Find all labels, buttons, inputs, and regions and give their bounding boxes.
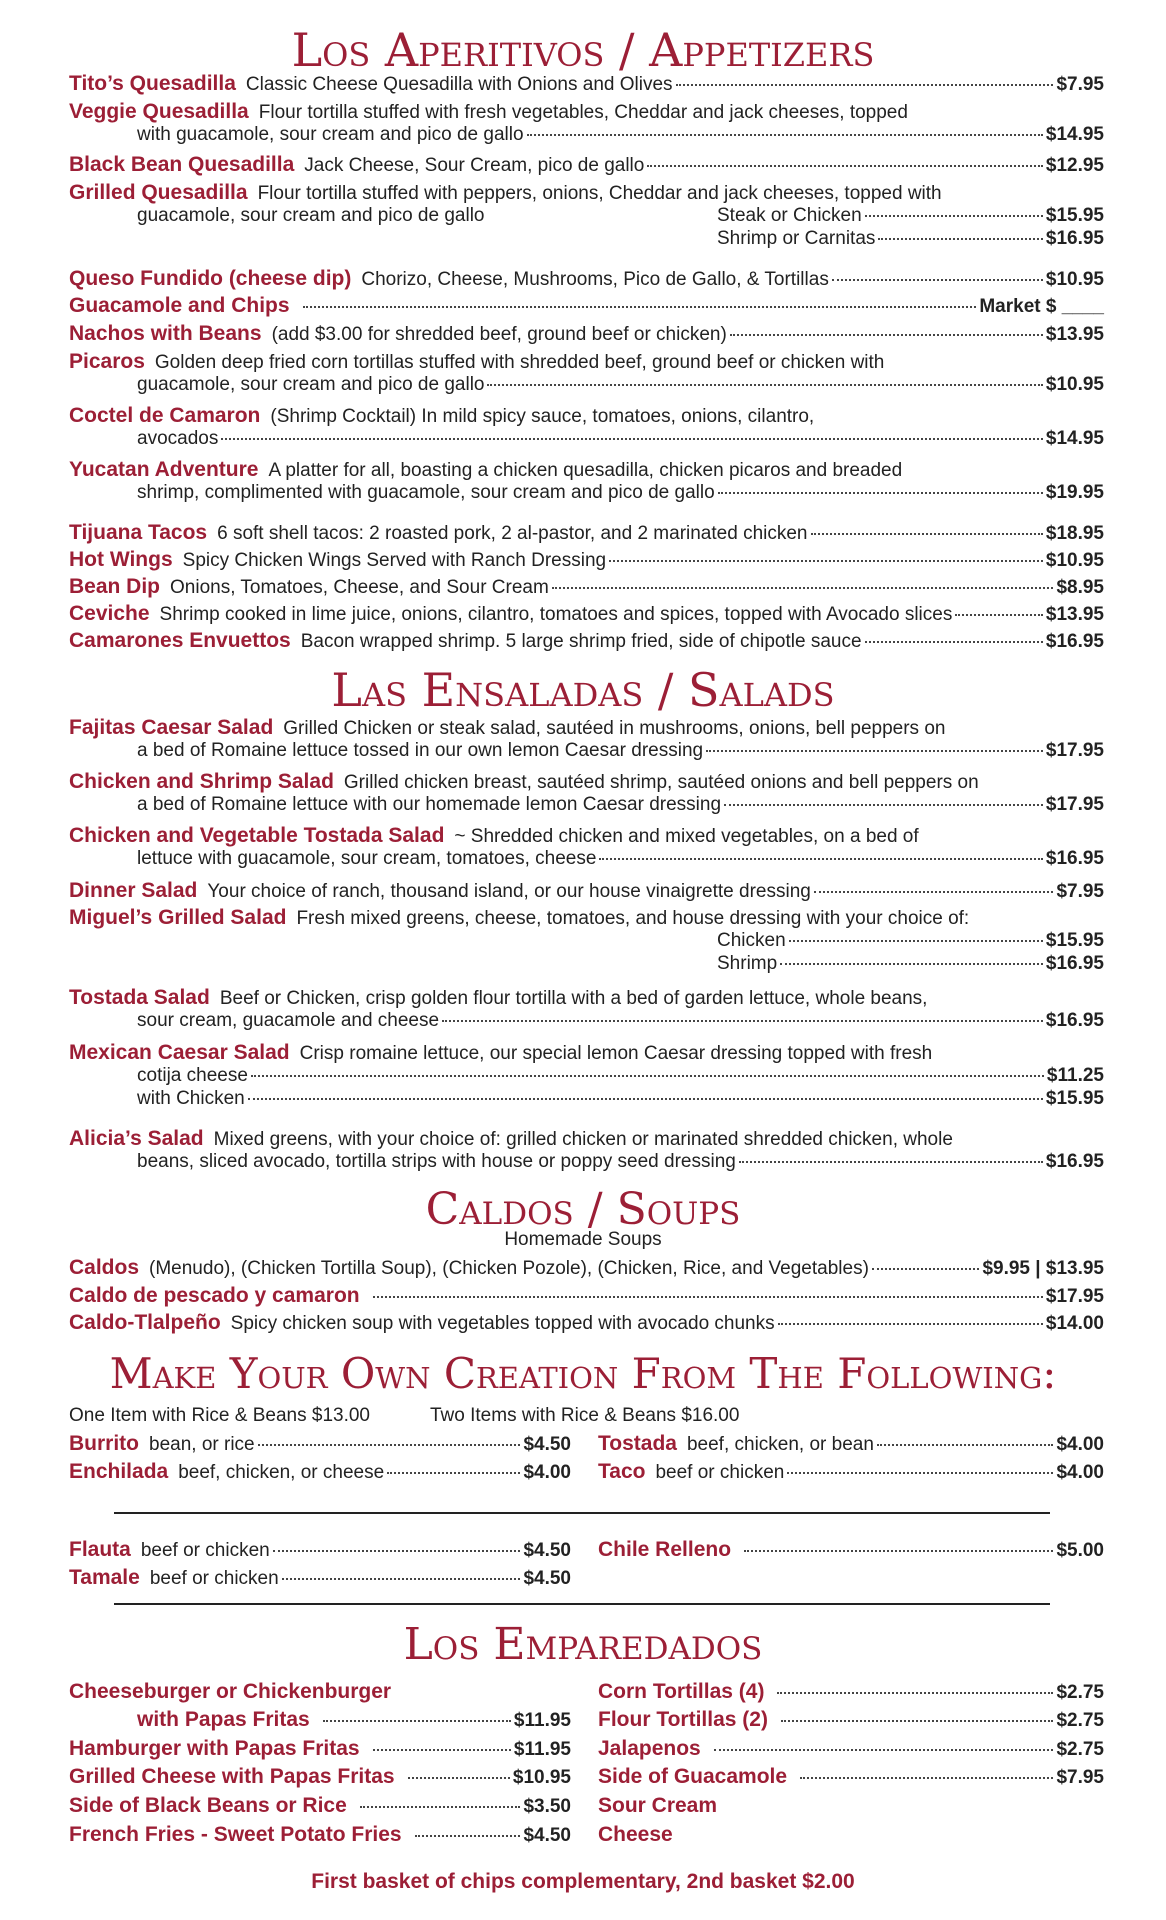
menu-line <box>69 824 1104 848</box>
menu-line <box>69 770 1104 794</box>
item-price: $3.50 <box>523 1796 571 1817</box>
menu-line <box>137 123 1104 147</box>
item-description: Chorizo, Cheese, Mushrooms, Pico de Gallo, & Tortillas <box>361 269 829 290</box>
menu-line <box>69 575 1104 599</box>
item-name: Cheeseburger or Chickenburger <box>69 1680 392 1703</box>
item-description: (Shrimp Cocktail) In mild spicy sauce, tomatoes, onions, cilantro, <box>270 406 815 427</box>
item-description: Spicy chicken soup with vegetables topped with avocado chunks <box>230 1313 775 1334</box>
item-name: Fajitas Caesar Salad <box>69 716 274 739</box>
item-description: a bed of Romaine lettuce tossed in our own lemon Caesar dressing <box>137 740 704 761</box>
dot-leader <box>408 1777 510 1779</box>
appetizers-heading: Los Aperitivos / Appetizers <box>291 23 875 77</box>
item-name: Chicken and Vegetable Tostada Salad <box>69 824 445 847</box>
dot-leader <box>778 1323 1043 1325</box>
item-name: Cheese <box>598 1823 673 1846</box>
item-description: Fresh mixed greens, cheese, tomatoes, and house dressing with your choice of: <box>296 908 970 929</box>
dot-leader <box>878 238 1042 240</box>
dot-leader <box>251 1075 1044 1077</box>
menu-line <box>69 1794 571 1818</box>
item-price: $14.00 <box>1045 1313 1104 1334</box>
item-name: Side of Black Beans or Rice <box>69 1794 347 1817</box>
item-name: with Papas Fritas <box>137 1708 310 1731</box>
soups-subtitle: Homemade Soups <box>504 1229 662 1250</box>
dot-leader <box>487 384 1042 386</box>
two-items-price: Two Items with Rice & Beans $16.00 <box>430 1405 740 1426</box>
item-name: Picaros <box>69 350 145 373</box>
item-price: $10.95 <box>1045 550 1104 571</box>
item-description: Spicy Chicken Wings Served with Ranch Dressing <box>182 550 607 571</box>
divider <box>114 1512 1050 1514</box>
dot-leader <box>777 1692 1053 1694</box>
menu-line <box>137 373 1104 397</box>
menu-line <box>137 847 1104 871</box>
menu-line <box>69 294 1104 318</box>
item-description: Grilled chicken breast, sautéed shrimp, sautéed onions and bell peppers on <box>343 772 979 793</box>
item-description: beef, chicken, or bean <box>686 1434 874 1455</box>
menu-line <box>137 739 1104 763</box>
option-label: Chicken <box>717 930 786 951</box>
option-label: Shrimp <box>717 953 778 974</box>
item-price: $12.95 <box>1045 155 1104 176</box>
dot-leader <box>714 1749 1054 1751</box>
menu-line <box>69 1823 571 1847</box>
menu-line <box>69 1256 1104 1280</box>
item-price: $19.95 <box>1045 482 1104 503</box>
menu-line <box>69 350 1104 374</box>
item-price: $10.95 <box>1045 374 1104 395</box>
menu-line <box>69 716 1104 740</box>
menu-line <box>69 1765 571 1789</box>
menu-line <box>69 879 1104 903</box>
item-name: Enchilada <box>69 1460 169 1483</box>
menu-line <box>69 1284 1104 1308</box>
dot-leader <box>781 1720 1054 1722</box>
item-description: with guacamole, sour cream and pico de gallo <box>137 124 524 145</box>
item-name: Queso Fundido (cheese dip) <box>69 267 352 290</box>
item-name: Guacamole and Chips <box>69 294 290 317</box>
item-price: $2.75 <box>1056 1739 1104 1760</box>
menu-line <box>598 1737 1104 1761</box>
menu-line <box>598 1823 1104 1847</box>
dot-leader <box>872 1268 980 1270</box>
item-price: $4.50 <box>523 1825 571 1846</box>
item-name: Burrito <box>69 1432 139 1455</box>
item-price: $17.95 <box>1045 740 1104 761</box>
menu-line <box>717 227 1104 251</box>
item-name: Bean Dip <box>69 575 161 598</box>
menu-line <box>598 1794 1104 1818</box>
create-heading: Make Your Own Creation From The Following: <box>109 1349 1057 1398</box>
item-description: A platter for all, boasting a chicken quesadilla, chicken picaros and breaded <box>268 460 903 481</box>
menu-line <box>137 481 1104 505</box>
menu-line <box>598 1432 1104 1456</box>
menu-line <box>598 1680 1104 1704</box>
item-description: shrimp, complimented with guacamole, sour cream and pico de gallo <box>137 482 715 503</box>
dot-leader <box>730 334 1043 336</box>
item-price: $8.95 <box>1056 577 1104 598</box>
item-price: $10.95 <box>1045 269 1104 290</box>
item-price: $11.95 <box>513 1739 571 1760</box>
item-description: beef or chicken <box>140 1540 270 1561</box>
item-description: Onions, Tomatoes, Cheese, and Sour Cream <box>170 577 549 598</box>
menu-line <box>69 322 1104 346</box>
item-price: $16.95 <box>1045 631 1104 652</box>
dot-leader <box>787 1472 1053 1474</box>
item-description: guacamole, sour cream and pico de gallo <box>137 374 485 395</box>
menu-line <box>137 793 1104 817</box>
item-name: French Fries - Sweet Potato Fries <box>69 1823 402 1846</box>
item-name: Flauta <box>69 1538 131 1561</box>
dot-leader <box>789 940 1043 942</box>
item-name: Black Bean Quesadilla <box>69 153 295 176</box>
item-description: Flour tortilla stuffed with fresh vegetables, Cheddar and jack cheeses, topped <box>258 102 908 123</box>
dot-leader <box>609 560 1043 562</box>
option-price: $15.95 <box>1045 205 1104 226</box>
item-name: Nachos with Beans <box>69 322 262 345</box>
dot-leader <box>303 306 977 308</box>
dot-leader <box>647 165 1043 167</box>
item-description: ~ Shredded chicken and mixed vegetables, on a bed of <box>454 826 919 847</box>
menu-line <box>69 1460 571 1484</box>
menu-line <box>69 1680 571 1704</box>
menu-line <box>137 1150 1104 1174</box>
item-description: beans, sliced avocado, tortilla strips with house or poppy seed dressing <box>137 1151 736 1172</box>
dot-leader <box>744 1550 1053 1552</box>
dot-leader <box>373 1749 511 1751</box>
option-price: $16.95 <box>1045 953 1104 974</box>
item-price: $5.00 <box>1056 1540 1104 1561</box>
item-description: Jack Cheese, Sour Cream, pico de gallo <box>304 155 645 176</box>
item-description: cotija cheese <box>137 1065 248 1086</box>
one-item-price: One Item with Rice & Beans $13.00 <box>69 1405 370 1426</box>
dot-leader <box>724 804 1043 806</box>
menu-line <box>598 1765 1104 1789</box>
item-name: Caldo de pescado y camaron <box>69 1284 360 1307</box>
item-description: Mixed greens, with your choice of: grilled chicken or marinated shredded chicken, whole <box>213 1129 953 1150</box>
item-price: $4.00 <box>523 1462 571 1483</box>
dot-leader <box>221 438 1043 440</box>
menu-line <box>717 929 1104 953</box>
menu-line <box>598 1460 1104 1484</box>
item-price: $11.25 <box>1046 1065 1104 1086</box>
item-description: Shrimp cooked in lime juice, onions, cilantro, tomatoes and spices, topped with Avocado slices <box>159 604 953 625</box>
item-name: Tostada <box>598 1432 677 1455</box>
menu-line <box>69 153 1104 177</box>
item-description: avocados <box>137 428 219 449</box>
dot-leader <box>282 1578 521 1580</box>
item-name: Sour Cream <box>598 1794 718 1817</box>
item-price: $11.95 <box>513 1710 571 1731</box>
dot-leader <box>832 279 1043 281</box>
dot-leader <box>811 533 1043 535</box>
item-price: $14.95 <box>1045 428 1104 449</box>
menu-line <box>717 952 1104 976</box>
menu-line <box>69 986 1104 1010</box>
item-price: $13.95 <box>1045 324 1104 345</box>
item-name: Alicia’s Salad <box>69 1127 204 1150</box>
menu-line <box>137 427 1104 451</box>
item-price: $4.00 <box>1056 1462 1104 1483</box>
item-price: $17.95 <box>1045 1286 1104 1307</box>
menu-line <box>137 1708 571 1732</box>
item-name: Side of Guacamole <box>598 1765 788 1788</box>
item-description: 6 soft shell tacos: 2 roasted pork, 2 al-pastor, and 2 marinated chicken <box>217 523 808 544</box>
dot-leader <box>877 1444 1054 1446</box>
item-description: beef, chicken, or cheese <box>178 1462 385 1483</box>
item-price: $16.95 <box>1045 1010 1104 1031</box>
item-description: Flour tortilla stuffed with peppers, onions, Cheddar and jack cheeses, topped with <box>257 183 942 204</box>
menu-line <box>598 1538 1104 1562</box>
item-name: Caldo-Tlalpeño <box>69 1311 221 1334</box>
dot-leader <box>258 1444 521 1446</box>
item-description: Beef or Chicken, crisp golden flour tortilla with a bed of garden lettuce, whole beans, <box>219 988 928 1009</box>
item-description: guacamole, sour cream and pico de gallo <box>137 205 485 226</box>
chips-note: First basket of chips complementary, 2nd basket $2.00 <box>311 1870 855 1893</box>
item-description: with Chicken <box>137 1088 245 1109</box>
item-description: beef or chicken <box>149 1568 279 1589</box>
dot-leader <box>323 1720 511 1722</box>
item-name: Camarones Envuettos <box>69 629 291 652</box>
dot-leader <box>373 1296 1043 1298</box>
item-name: Tostada Salad <box>69 986 210 1009</box>
dot-leader <box>676 84 1054 86</box>
item-name: Flour Tortillas (2) <box>598 1708 768 1731</box>
dot-leader <box>800 1777 1053 1779</box>
item-description: Grilled Chicken or steak salad, sautéed in mushrooms, onions, bell peppers on <box>283 718 946 739</box>
dot-leader <box>552 587 1054 589</box>
menu-line <box>69 100 1104 124</box>
menu-line <box>137 1009 1104 1033</box>
dot-leader <box>865 641 1043 643</box>
item-price: $4.50 <box>523 1434 571 1455</box>
dot-leader <box>739 1161 1043 1163</box>
item-price: $7.95 <box>1056 881 1104 902</box>
item-price: $17.95 <box>1045 794 1104 815</box>
item-name: Taco <box>598 1460 646 1483</box>
sandwiches-heading: Los Emparedados <box>403 1619 763 1670</box>
item-price: $15.95 <box>1045 1088 1104 1109</box>
menu-line <box>69 1311 1104 1335</box>
menu-line <box>137 204 697 228</box>
item-price: Market $ ____ <box>979 296 1104 317</box>
item-name: Dinner Salad <box>69 879 198 902</box>
salads-heading: Las Ensaladas / Salads <box>331 663 835 717</box>
item-price: $14.95 <box>1045 124 1104 145</box>
item-name: Tijuana Tacos <box>69 521 208 544</box>
item-description: Your choice of ranch, thousand island, or our house vinaigrette dressing <box>207 881 811 902</box>
dot-leader <box>273 1550 521 1552</box>
item-name: Grilled Cheese with Papas Fritas <box>69 1765 395 1788</box>
item-name: Veggie Quesadilla <box>69 100 249 123</box>
menu-line <box>598 1708 1104 1732</box>
menu-line <box>69 1566 571 1590</box>
menu-line <box>69 548 1104 572</box>
menu-line <box>69 1041 1104 1065</box>
item-price: $9.95 | $13.95 <box>982 1258 1104 1279</box>
menu-line <box>69 404 1104 428</box>
menu-line <box>69 629 1104 653</box>
option-price: $15.95 <box>1045 930 1104 951</box>
item-name: Grilled Quesadilla <box>69 181 248 204</box>
menu-line <box>69 181 1104 205</box>
item-description: (add $3.00 for shredded beef, ground beef or chicken) <box>271 324 727 345</box>
item-name: Yucatan Adventure <box>69 458 259 481</box>
dot-leader <box>814 891 1054 893</box>
item-price: $4.00 <box>1056 1434 1104 1455</box>
menu-line <box>69 602 1104 626</box>
item-name: Jalapenos <box>598 1737 701 1760</box>
dot-leader <box>865 215 1043 217</box>
item-name: Chile Relleno <box>598 1538 732 1561</box>
dot-leader <box>442 1020 1043 1022</box>
item-price: $4.50 <box>523 1540 571 1561</box>
menu-line <box>69 1737 571 1761</box>
item-price: $16.95 <box>1045 848 1104 869</box>
dot-leader <box>599 858 1042 860</box>
item-price: $16.95 <box>1045 1151 1104 1172</box>
item-description: bean, or rice <box>149 1434 255 1455</box>
dot-leader <box>706 750 1043 752</box>
item-price: $7.95 <box>1056 1767 1104 1788</box>
menu-line <box>69 1538 571 1562</box>
item-name: Hot Wings <box>69 548 173 571</box>
menu-line <box>69 521 1104 545</box>
item-price: $7.95 <box>1056 74 1104 95</box>
item-name: Tito’s Quesadilla <box>69 72 236 95</box>
menu-line <box>717 204 1104 228</box>
dot-leader <box>718 492 1043 494</box>
divider <box>114 1603 1050 1605</box>
item-description: lettuce with guacamole, sour cream, tomatoes, cheese <box>137 848 597 869</box>
menu-line <box>69 906 1104 930</box>
menu-line <box>69 267 1104 291</box>
dot-leader <box>780 963 1043 965</box>
item-price: $13.95 <box>1045 604 1104 625</box>
item-description: Classic Cheese Quesadilla with Onions and Olives <box>245 74 673 95</box>
item-name: Corn Tortillas (4) <box>598 1680 765 1703</box>
item-name: Coctel de Camaron <box>69 404 261 427</box>
soups-heading: Caldos / Soups <box>425 1184 741 1235</box>
menu-line <box>137 1087 1104 1111</box>
item-price: $2.75 <box>1056 1682 1104 1703</box>
item-description: Bacon wrapped shrimp. 5 large shrimp fried, side of chipotle sauce <box>300 631 862 652</box>
item-name: Tamale <box>69 1566 140 1589</box>
item-name: Miguel’s Grilled Salad <box>69 906 287 929</box>
item-description: Golden deep fried corn tortillas stuffed with shredded beef, ground beef or chicken with <box>154 352 885 373</box>
item-description: Crisp romaine lettuce, our special lemon Caesar dressing topped with fresh <box>299 1043 933 1064</box>
menu-line <box>69 458 1104 482</box>
option-label: Steak or Chicken <box>717 205 862 226</box>
item-price: $10.95 <box>512 1767 571 1788</box>
item-price: $2.75 <box>1056 1710 1104 1731</box>
item-description: (Menudo), (Chicken Tortilla Soup), (Chicken Pozole), (Chicken, Rice, and Vegetables) <box>149 1258 869 1279</box>
item-name: Mexican Caesar Salad <box>69 1041 290 1064</box>
option-label: Shrimp or Carnitas <box>717 228 876 249</box>
item-name: Caldos <box>69 1256 140 1279</box>
item-name: Chicken and Shrimp Salad <box>69 770 334 793</box>
menu-line <box>137 1064 1104 1088</box>
item-price: $18.95 <box>1045 523 1104 544</box>
dot-leader <box>387 1472 520 1474</box>
menu-line <box>69 1127 1104 1151</box>
item-description: a bed of Romaine lettuce with our homemade lemon Caesar dressing <box>137 794 722 815</box>
item-description: beef or chicken <box>655 1462 785 1483</box>
dot-leader <box>415 1835 521 1837</box>
item-name: Hamburger with Papas Fritas <box>69 1737 360 1760</box>
item-price: $4.50 <box>523 1568 571 1589</box>
option-price: $16.95 <box>1045 228 1104 249</box>
dot-leader <box>955 614 1043 616</box>
menu-line <box>69 1432 571 1456</box>
dot-leader <box>360 1806 521 1808</box>
menu-line <box>69 72 1104 96</box>
item-description: sour cream, guacamole and cheese <box>137 1010 440 1031</box>
dot-leader <box>248 1098 1043 1100</box>
dot-leader <box>527 134 1043 136</box>
item-name: Ceviche <box>69 602 150 625</box>
